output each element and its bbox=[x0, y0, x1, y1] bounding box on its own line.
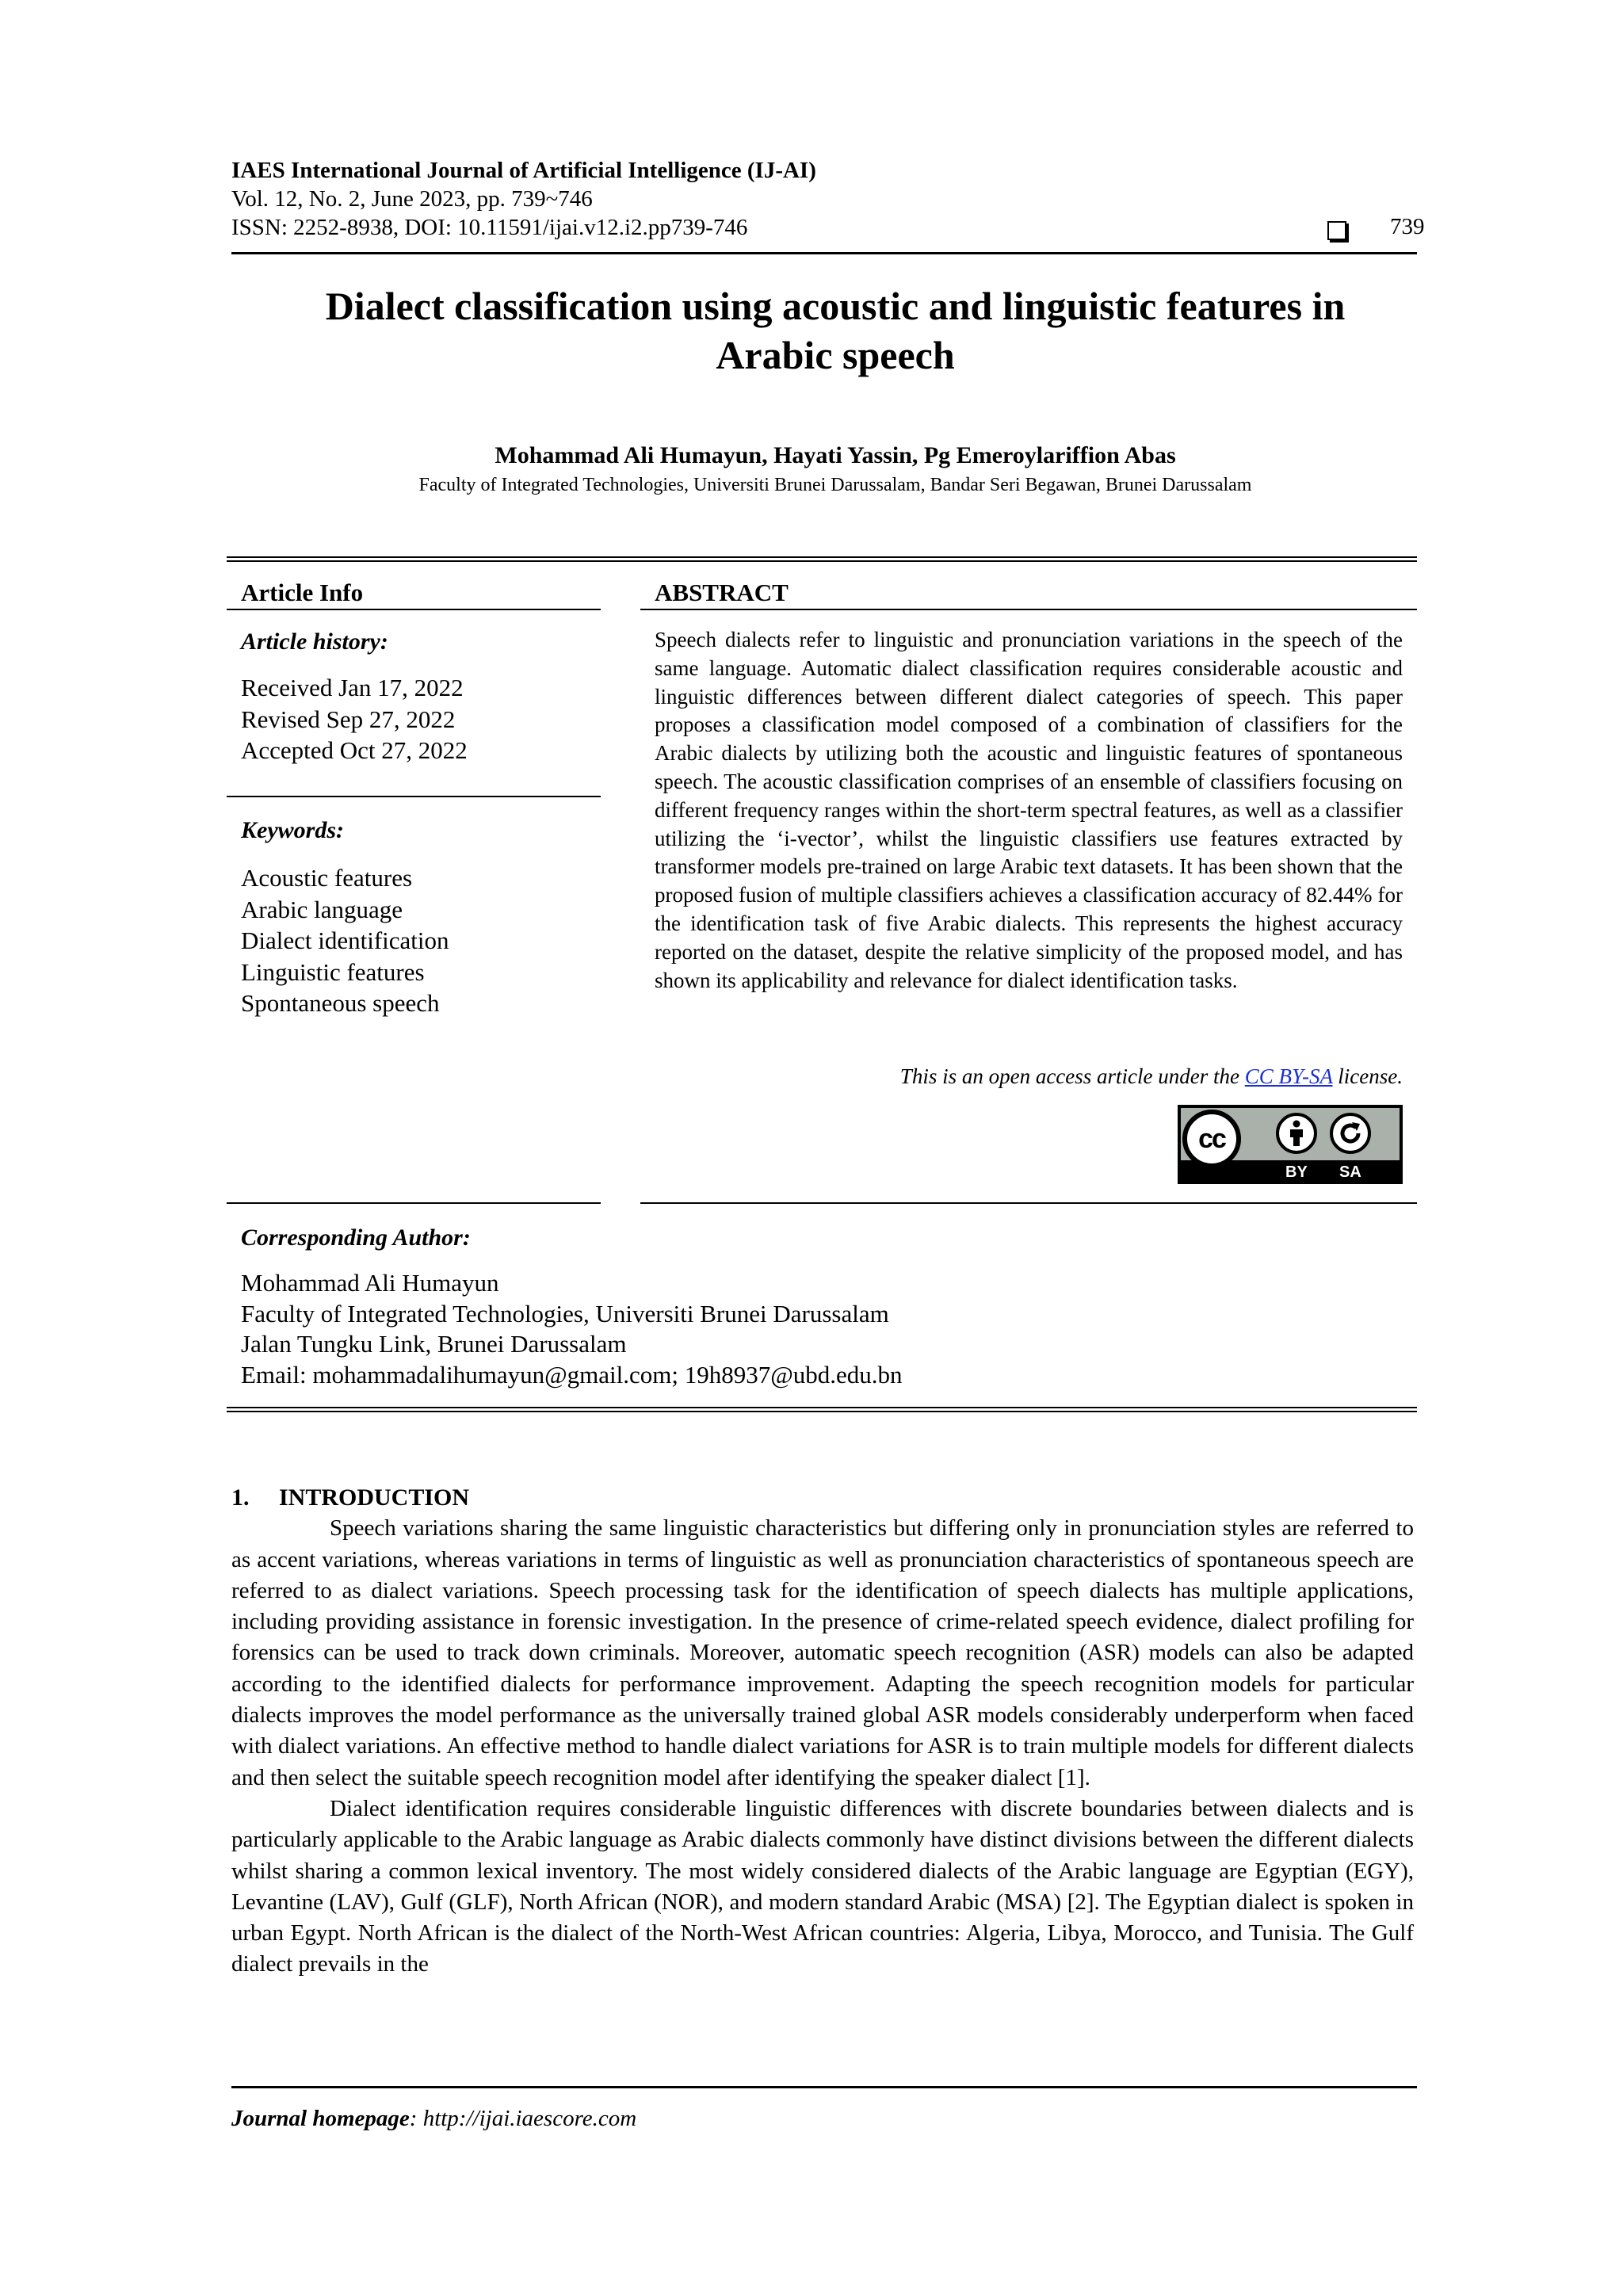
article-history bbox=[241, 672, 468, 766]
corresponding-heading: Corresponding Author: bbox=[241, 1224, 471, 1251]
keywords-bottom-rule bbox=[227, 1202, 601, 1204]
corr-name: Mohammad Ali Humayun bbox=[241, 1269, 499, 1297]
corr-email: Email: mohammadalihumayun@gmail.com; 19h8937@ubd.edu.bn bbox=[241, 1360, 903, 1389]
title-line-1: Dialect classification using acoustic and linguistic features in bbox=[325, 284, 1346, 328]
title-line-2: Arabic speech bbox=[716, 333, 955, 377]
introduction-section bbox=[231, 1482, 1414, 1981]
keyword: Spontaneous speech bbox=[241, 989, 440, 1017]
license-link[interactable]: CC BY-SA bbox=[1244, 1064, 1333, 1088]
header-rule bbox=[231, 252, 1417, 254]
corresponding-block bbox=[241, 1268, 903, 1390]
paper-title bbox=[231, 281, 1439, 380]
info-bottom-rule-b bbox=[227, 1411, 1417, 1412]
article-info-heading: Article Info bbox=[241, 579, 364, 606]
revised-date: Revised Sep 27, 2022 bbox=[241, 705, 456, 733]
abstract-text: Speech dialects refer to linguistic and pronunciation variations in the speech of the same language. Automatic dialect classification requires considerable acoustic and linguistic differences between different dialect categories of speech. This paper proposes a classification model composed of a combination of classifiers for the Arabic dialects by utilizing both the acoustic and linguistic features of spontaneous speech. The acoustic classification comprises of an ensemble of classifiers focusing on different frequency ranges within the short-term spectral features, as well as a classifier utilizing the ‘i-vector’, whilst the linguistic classifiers use features extracted by transformer models pre-trained on large Arabic text datasets. It has been shown that the proposed fusion of multiple classifiers achieves a classification accuracy of 82.44% for the identification task of five Arabic dialects. This represents the highest accuracy reported on the dataset, despite the relative simplicity of the proposed model, and has shown its applicability and relevance for dialect identification tasks. bbox=[655, 628, 1403, 992]
abstract-bottom-rule bbox=[640, 1202, 1417, 1204]
person-glyph-icon bbox=[1285, 1120, 1308, 1147]
abstract-heading: ABSTRACT bbox=[655, 579, 789, 606]
info-bottom-rule-a bbox=[227, 1407, 1417, 1408]
history-rule bbox=[227, 796, 601, 797]
introduction-heading: 1. INTRODUCTION bbox=[231, 1484, 470, 1511]
badge-sa-label: SA bbox=[1339, 1163, 1361, 1181]
keyword-list bbox=[241, 862, 449, 1019]
authors: Mohammad Ali Humayun, Hayati Yassin, Pg Emeroylariffion Abas bbox=[495, 442, 1176, 468]
intro-paragraph-1: Speech variations sharing the same linguistic characteristics but differing only in pronunciation styles are referred to as accent variations, whereas variations in terms of linguistic as well as pronunciation characteristics of spontaneous speech are referred to as dialect variations. Speech processing task for the identification of speech dialects has multiple applications, including providing assistance in forensic investigation. In the presence of crime-related speech evidence, dialect profiling for forensics can be used to track down criminals. Moreover, automatic speech recognition (ASR) models can also be adapted according to the identified dialects for performance improvement. Adapting the speech recognition models for particular dialects improves the model performance as the universally trained global ASR models considerably underperform when faced with dialect variations. An effective method to handle dialect variations for ASR is to train multiple models for different dialects and then select the suitable speech recognition model after identifying the speaker dialect [1]. bbox=[231, 1515, 1414, 1790]
affiliation: Faculty of Integrated Technologies, Universiti Brunei Darussalam, Bandar Seri Begawan, Brunei Darussalam bbox=[418, 475, 1252, 495]
corr-dept: Faculty of Integrated Technologies, Universiti Brunei Darussalam bbox=[241, 1299, 889, 1328]
corr-address: Jalan Tungku Link, Brunei Darussalam bbox=[241, 1330, 627, 1358]
journal-issn: ISSN: 2252-8938, DOI: 10.11591/ijai.v12.i2.pp739-746 bbox=[231, 215, 748, 240]
page-number: 739 bbox=[1390, 214, 1425, 239]
license-prefix: This is an open access article under the bbox=[899, 1064, 1245, 1088]
info-top-rule-b bbox=[227, 560, 1417, 562]
abstract-rule bbox=[640, 609, 1417, 610]
attribution-person-icon bbox=[1276, 1113, 1317, 1154]
footer bbox=[231, 2104, 636, 2133]
badge-by-label: BY bbox=[1285, 1163, 1308, 1181]
journal-volume: Vol. 12, No. 2, June 2023, pp. 739~746 bbox=[231, 186, 593, 212]
page-box-icon bbox=[1327, 221, 1346, 240]
cc-circle-icon: cc bbox=[1182, 1110, 1241, 1168]
journal-title: IAES International Journal of Artificial Intelligence (IJ-AI) bbox=[231, 158, 816, 183]
info-top-rule-a bbox=[227, 556, 1417, 558]
cc-by-sa-badge-icon[interactable] bbox=[1178, 1105, 1403, 1184]
footer-url[interactable]: : http://ijai.iaescore.com bbox=[409, 2106, 637, 2131]
article-history-heading: Article history: bbox=[241, 628, 388, 655]
share-alike-glyph-icon bbox=[1337, 1120, 1364, 1147]
footer-rule bbox=[231, 2086, 1417, 2088]
accepted-date: Accepted Oct 27, 2022 bbox=[241, 736, 468, 764]
license-suffix: license. bbox=[1332, 1064, 1403, 1088]
journal-header bbox=[231, 156, 816, 242]
keyword: Dialect identification bbox=[241, 926, 449, 954]
keywords-heading: Keywords: bbox=[241, 817, 344, 843]
license-line bbox=[655, 1062, 1403, 1091]
keyword: Arabic language bbox=[241, 895, 403, 923]
keyword: Linguistic features bbox=[241, 957, 425, 986]
received-date: Received Jan 17, 2022 bbox=[241, 674, 464, 701]
intro-paragraph-2: Dialect identification requires considerable linguistic differences with discrete boundaries between dialects and is particularly applicable to the Arabic language as Arabic dialects commonly have distinct divisions between the different dialects whilst sharing a common lexical inventory. The most widely considered dialects of the Arabic language are Egyptian (EGY), Levantine (LAV), Gulf (GLF), North African (NOR), and modern standard Arabic (MSA) [2]. The Egyptian dialect is spoken in urban Egypt. North African is the dialect of the North-West African countries: Algeria, Libya, Morocco, and Tunisia. The Gulf dialect prevails in the bbox=[231, 1795, 1414, 1977]
keyword: Acoustic features bbox=[241, 864, 413, 892]
footer-label: Journal homepage bbox=[231, 2106, 410, 2131]
share-alike-icon bbox=[1330, 1113, 1371, 1154]
article-info-rule bbox=[227, 609, 601, 610]
